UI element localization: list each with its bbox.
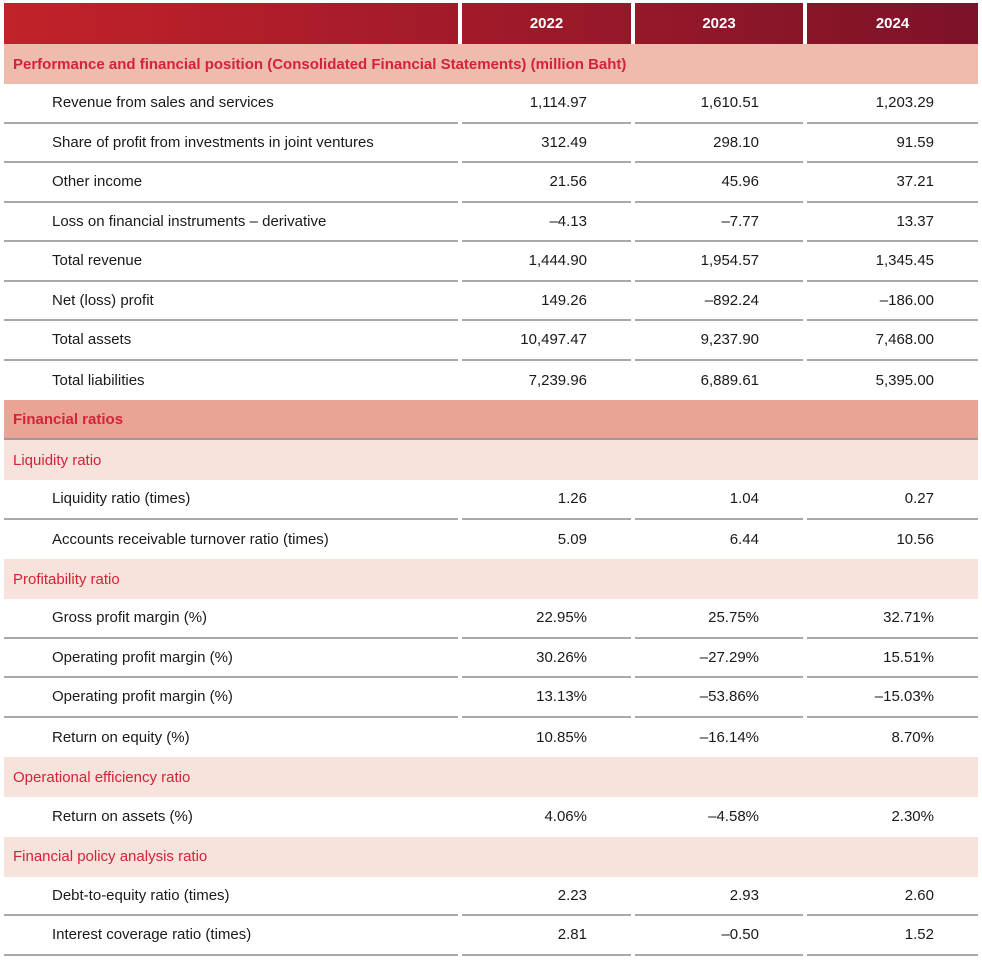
row-value-2024: 37.21 [807, 163, 978, 203]
row-label: Return on equity (%) [4, 718, 458, 758]
row-value-2023: –7.77 [635, 203, 803, 243]
section-header-row [4, 44, 978, 84]
row-value-2022: 22.95% [462, 599, 631, 639]
row-value-2022: 149.26 [462, 282, 631, 322]
table-row [4, 282, 978, 322]
row-value-2024: 1,345.45 [807, 242, 978, 282]
section-title: Operational efficiency ratio [4, 757, 978, 797]
row-value-2022: 21.56 [462, 163, 631, 203]
row-value-2023: –0.50 [635, 916, 803, 956]
row-label: Accounts receivable turnover ratio (times) [4, 520, 458, 560]
row-value-2024: 15.51% [807, 639, 978, 679]
section-title: Financial ratios [4, 400, 978, 440]
table-row [4, 321, 978, 361]
section-header-row [4, 757, 978, 797]
table-row [4, 163, 978, 203]
table-row [4, 480, 978, 520]
row-label: Total assets [4, 321, 458, 361]
row-label: Loss on financial instruments – derivative [4, 203, 458, 243]
row-value-2024: 10.56 [807, 520, 978, 560]
row-label: Interest coverage ratio (times) [4, 916, 458, 956]
row-value-2024: 7,468.00 [807, 321, 978, 361]
row-value-2024: 13.37 [807, 203, 978, 243]
section-header-row [4, 559, 978, 599]
row-label: Other income [4, 163, 458, 203]
section-title: Financial policy analysis ratio [4, 837, 978, 877]
row-label: Liquidity ratio (times) [4, 480, 458, 520]
section-header-row [4, 400, 978, 440]
year-column-header-2023: 2023 [635, 3, 803, 44]
table-row [4, 916, 978, 956]
corner-header-cell [4, 3, 458, 44]
table-row [4, 718, 978, 758]
row-label: Operating profit margin (%) [4, 678, 458, 718]
row-value-2023: 1,954.57 [635, 242, 803, 282]
row-value-2022: 10.85% [462, 718, 631, 758]
section-title: Profitability ratio [4, 559, 978, 599]
row-value-2023: 6,889.61 [635, 361, 803, 401]
row-value-2023: 25.75% [635, 599, 803, 639]
table-row [4, 599, 978, 639]
row-value-2023: 45.96 [635, 163, 803, 203]
table-row [4, 877, 978, 917]
row-value-2023: 1,610.51 [635, 84, 803, 124]
row-value-2022: 1.26 [462, 480, 631, 520]
table-row [4, 242, 978, 282]
table-row [4, 361, 978, 401]
row-value-2022: 7,239.96 [462, 361, 631, 401]
row-label: Revenue from sales and services [4, 84, 458, 124]
table-row [4, 678, 978, 718]
row-value-2023: –27.29% [635, 639, 803, 679]
row-label: Total revenue [4, 242, 458, 282]
row-value-2022: 10,497.47 [462, 321, 631, 361]
section-header-row [4, 837, 978, 877]
row-value-2024: 8.70% [807, 718, 978, 758]
financial-highlights-table [0, 3, 982, 956]
section-title: Liquidity ratio [4, 440, 978, 480]
row-label: Operating profit margin (%) [4, 639, 458, 679]
row-value-2023: –53.86% [635, 678, 803, 718]
year-header-row [4, 3, 978, 44]
row-label: Total liabilities [4, 361, 458, 401]
row-value-2023: –892.24 [635, 282, 803, 322]
row-value-2023: –4.58% [635, 797, 803, 837]
row-value-2023: 298.10 [635, 124, 803, 164]
year-column-header-2024: 2024 [807, 3, 978, 44]
section-title: Performance and financial position (Consolidated Financial Statements) (million Baht) [4, 44, 978, 84]
row-value-2023: 2.93 [635, 877, 803, 917]
row-value-2023: –16.14% [635, 718, 803, 758]
table-body [4, 44, 978, 956]
row-value-2023: 6.44 [635, 520, 803, 560]
row-value-2024: –186.00 [807, 282, 978, 322]
row-value-2024: 2.30% [807, 797, 978, 837]
row-value-2022: 4.06% [462, 797, 631, 837]
row-value-2022: 13.13% [462, 678, 631, 718]
row-label: Return on assets (%) [4, 797, 458, 837]
row-value-2024: 91.59 [807, 124, 978, 164]
year-column-header-2022: 2022 [462, 3, 631, 44]
row-value-2024: 1.52 [807, 916, 978, 956]
row-value-2022: 2.23 [462, 877, 631, 917]
row-value-2022: 2.81 [462, 916, 631, 956]
row-value-2024: 5,395.00 [807, 361, 978, 401]
row-label: Gross profit margin (%) [4, 599, 458, 639]
row-value-2022: 1,114.97 [462, 84, 631, 124]
row-value-2023: 1.04 [635, 480, 803, 520]
row-value-2024: 2.60 [807, 877, 978, 917]
table-row [4, 84, 978, 124]
row-value-2024: 1,203.29 [807, 84, 978, 124]
table-row [4, 124, 978, 164]
row-label: Share of profit from investments in joint ventures [4, 124, 458, 164]
row-label: Net (loss) profit [4, 282, 458, 322]
row-value-2024: 32.71% [807, 599, 978, 639]
row-value-2023: 9,237.90 [635, 321, 803, 361]
row-label: Debt-to-equity ratio (times) [4, 877, 458, 917]
table-row [4, 520, 978, 560]
table-row [4, 797, 978, 837]
row-value-2024: 0.27 [807, 480, 978, 520]
row-value-2022: 30.26% [462, 639, 631, 679]
row-value-2024: –15.03% [807, 678, 978, 718]
row-value-2022: –4.13 [462, 203, 631, 243]
row-value-2022: 1,444.90 [462, 242, 631, 282]
table-row [4, 203, 978, 243]
row-value-2022: 5.09 [462, 520, 631, 560]
row-value-2022: 312.49 [462, 124, 631, 164]
section-header-row [4, 440, 978, 480]
table-row [4, 639, 978, 679]
